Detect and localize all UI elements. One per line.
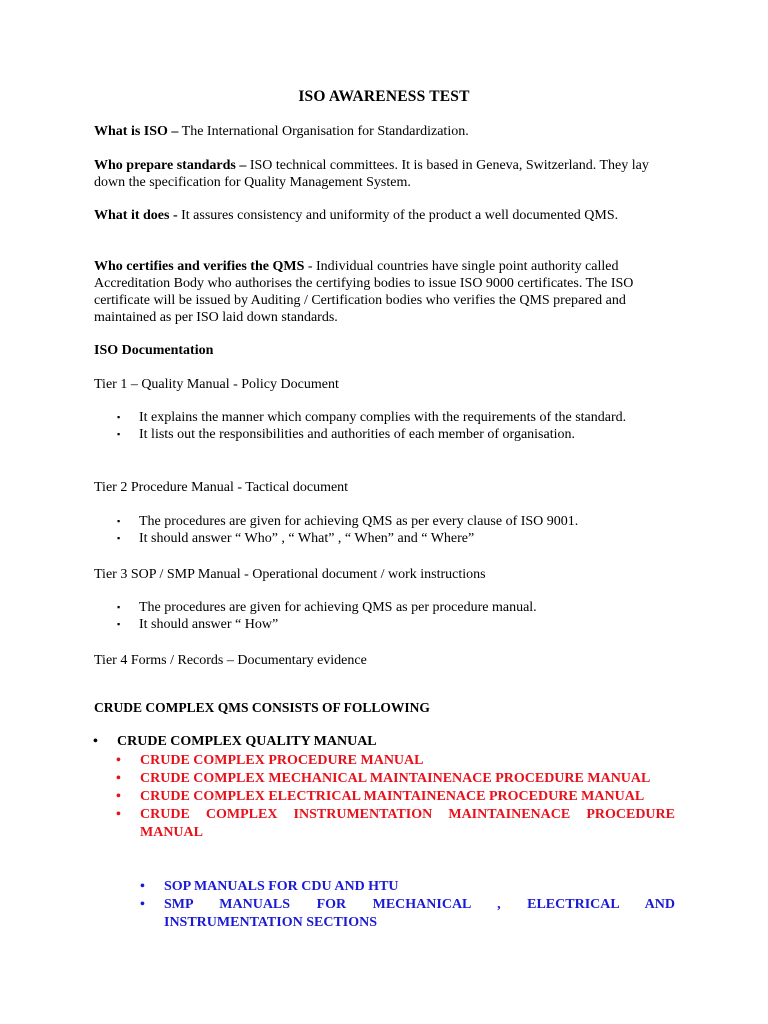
square-bullet-icon: ▪ xyxy=(117,412,121,422)
page-title: ISO AWARENESS TEST xyxy=(298,88,470,105)
tier-3-bullets xyxy=(117,599,637,633)
tier-2-bullets xyxy=(117,513,637,547)
list-item: • CRUDE COMPLEX QUALITY MANUAL xyxy=(93,734,377,749)
tier-2-label: Tier 2 Procedure Manual - Tactical document xyxy=(94,480,349,495)
round-bullet-icon: • xyxy=(140,897,145,912)
definition-term: Who certifies and verifies the QMS xyxy=(94,259,305,274)
list-item: ▪ It should answer “ Who” , “ What” , “ When” and “ Where” xyxy=(117,531,475,546)
qms-red-list xyxy=(116,752,675,842)
round-bullet-icon: • xyxy=(116,789,121,804)
definition-term: Who prepare standards – xyxy=(94,158,247,173)
definition-text: ISO technical committees. It is based in Geneva, Switzerland. They lay down the specification for Quality Management System. xyxy=(94,158,649,190)
definition-what-it-does xyxy=(94,207,680,224)
definition-who-prepare xyxy=(94,157,680,191)
list-item: ▪ It should answer “ How” xyxy=(117,617,279,632)
square-bullet-icon: ▪ xyxy=(117,602,121,612)
square-bullet-icon: ▪ xyxy=(117,619,121,629)
list-item: ▪ The procedures are given for achieving QMS as per every clause of ISO 9001. xyxy=(117,514,579,529)
tier-1-bullets xyxy=(117,409,637,443)
round-bullet-icon: • xyxy=(116,753,121,768)
definition-text: It assures consistency and uniformity of the product a well documented QMS. xyxy=(177,208,619,223)
qms-heading: CRUDE COMPLEX QMS CONSISTS OF FOLLOWING xyxy=(94,700,430,715)
qms-blue-list xyxy=(140,878,675,932)
list-item: • SMP MANUALS FOR MECHANICAL , ELECTRICAL AND INSTRUMENTATION SECTIONS xyxy=(140,897,675,930)
list-item: • CRUDE COMPLEX INSTRUMENTATION MAINTAINENACE PROCEDURE MANUAL xyxy=(116,807,675,840)
definition-what-is-iso xyxy=(94,123,680,140)
square-bullet-icon: ▪ xyxy=(117,516,121,526)
square-bullet-icon: ▪ xyxy=(117,429,121,439)
definition-term: What is ISO – xyxy=(94,124,179,139)
definition-who-certifies xyxy=(94,258,680,326)
list-item: ▪ It lists out the responsibilities and authorities of each member of organisation. xyxy=(117,427,575,442)
list-item: • SOP MANUALS FOR CDU AND HTU xyxy=(140,879,399,894)
list-item: ▪ It explains the manner which company complies with the requirements of the standard. xyxy=(117,410,627,425)
qms-top-list xyxy=(93,733,677,751)
definition-text: - Individual countries have single point authority called Accreditation Body who authorises the certifying bodies to issue ISO 9000 certificates. The ISO certificate will be issued by Auditing / Certification bodies who verifies the QMS prepared and maintained as per ISO laid down standards. xyxy=(94,259,634,325)
round-bullet-icon: • xyxy=(93,734,98,749)
definition-text: The International Organisation for Standardization. xyxy=(178,124,469,139)
tier-3-label: Tier 3 SOP / SMP Manual - Operational document / work instructions xyxy=(94,567,486,582)
definition-term: What it does - xyxy=(94,208,178,223)
round-bullet-icon: • xyxy=(116,807,121,822)
round-bullet-icon: • xyxy=(140,879,145,894)
documentation-heading: ISO Documentation xyxy=(94,343,214,358)
list-item: ▪ The procedures are given for achieving QMS as per procedure manual. xyxy=(117,600,537,615)
list-item: • CRUDE COMPLEX ELECTRICAL MAINTAINENACE PROCEDURE MANUAL xyxy=(116,789,645,804)
tier-4-label: Tier 4 Forms / Records – Documentary evidence xyxy=(94,653,367,668)
round-bullet-icon: • xyxy=(116,771,121,786)
square-bullet-icon: ▪ xyxy=(117,533,121,543)
list-item: • CRUDE COMPLEX MECHANICAL MAINTAINENACE PROCEDURE MANUAL xyxy=(116,771,651,786)
tier-1-label: Tier 1 – Quality Manual - Policy Document xyxy=(94,377,339,392)
list-item: • CRUDE COMPLEX PROCEDURE MANUAL xyxy=(116,753,424,768)
